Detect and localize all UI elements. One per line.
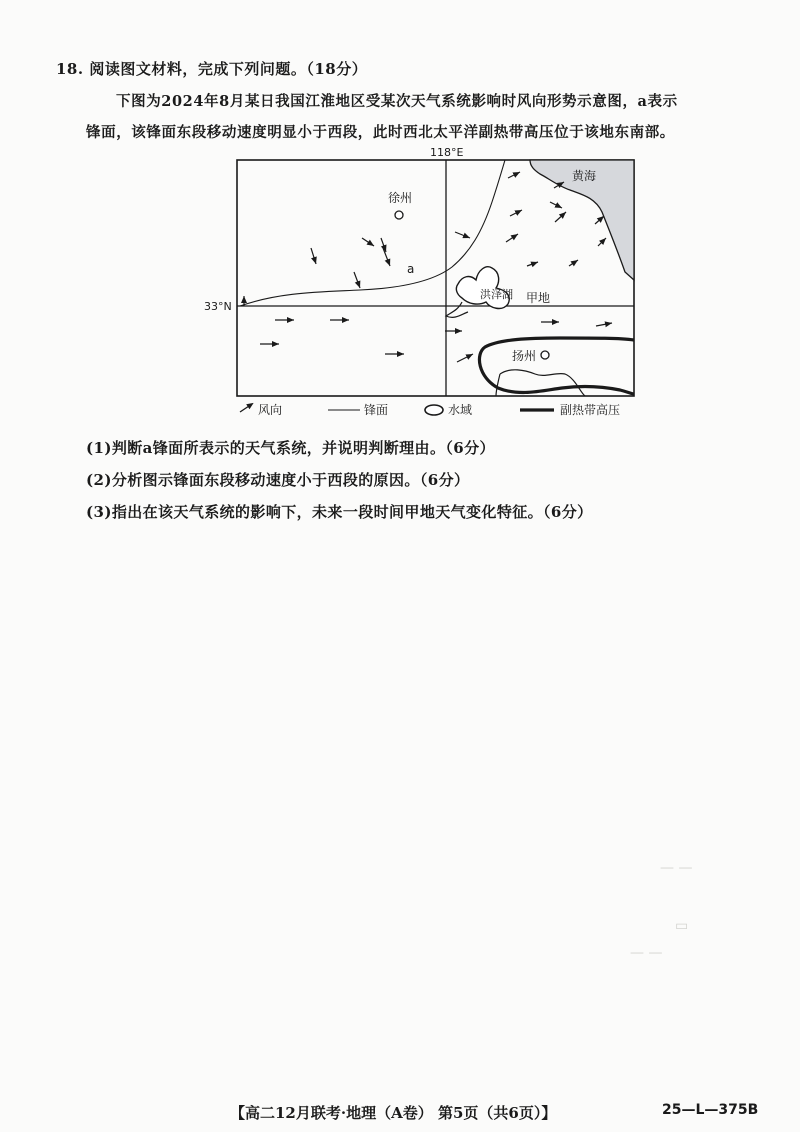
wind-arrow (527, 262, 538, 266)
wind-arrow (508, 172, 520, 178)
front-a-label: a (407, 262, 415, 276)
legend-wind-label: 风向 (258, 403, 283, 417)
bleed-mark: — — (630, 945, 663, 961)
yangzhou-marker (541, 351, 549, 359)
page-footer-left: 【高二12月联考·地理（A卷） 第5页（共6页）】 (230, 1104, 557, 1122)
yangzhou-label: 扬州 (512, 349, 537, 363)
wind-arrow (596, 323, 612, 326)
sub-question-3: (3)指出在该天气系统的影响下，未来一段时间甲地天气变化特征。（6分） (86, 503, 593, 521)
longitude-label: 118°E (430, 146, 464, 159)
question-intro (86, 86, 770, 148)
question-title: 18. 阅读图文材料，完成下列问题。（18分） (56, 60, 368, 78)
map-legend (236, 400, 646, 424)
wind-arrow (510, 210, 522, 216)
legend-high-label: 副热带高压 (560, 403, 621, 417)
sub-question-2: (2)分析图示锋面东段移动速度小于西段的原因。（6分） (86, 471, 470, 489)
wind-arrow (506, 234, 518, 242)
xuzhou-marker (395, 211, 403, 219)
map-frame (237, 160, 634, 396)
lake-river (446, 302, 468, 317)
xuzhou-label: 徐州 (388, 191, 413, 205)
wind-arrow (595, 216, 604, 224)
wind-arrow (598, 238, 606, 246)
wind-arrow (383, 248, 390, 266)
yellow-sea-label: 黄海 (572, 169, 597, 183)
bleed-mark: ▭ (675, 918, 689, 934)
legend-water-icon (425, 405, 443, 415)
latitude-label: 33°N (204, 300, 232, 313)
wind-arrows (244, 172, 612, 362)
subtropical-high-line (479, 338, 634, 394)
wind-arrow (569, 260, 578, 266)
legend-water-label: 水域 (448, 403, 473, 417)
jia-label: 甲地 (526, 291, 551, 305)
wind-arrow (555, 212, 566, 222)
intro-line-1: 下图为2024年8月某日我国江淮地区受某次天气系统影响时风向形势示意图，a表示 (116, 93, 678, 110)
intro-line-2: 锋面，该锋面东段移动速度明显小于西段，此时西北太平洋副热带高压位于该地东南部。 (86, 124, 675, 141)
legend-front-label: 锋面 (364, 403, 389, 417)
wind-arrow (354, 272, 360, 288)
hongze-lake-label: 洪泽湖 (480, 288, 513, 301)
sub-question-1: (1)判断a锋面所表示的天气系统，并说明判断理由。（6分） (86, 439, 495, 457)
legend-wind-icon (240, 404, 252, 412)
wind-arrow (455, 232, 470, 238)
wind-arrow (362, 238, 374, 246)
wind-arrow (311, 248, 316, 264)
page-footer-right: 25—L—375B (662, 1102, 759, 1118)
wind-front-map (200, 142, 640, 427)
wind-arrow (550, 202, 562, 208)
wind-arrow (457, 354, 473, 362)
bleed-mark: — — (660, 860, 693, 876)
